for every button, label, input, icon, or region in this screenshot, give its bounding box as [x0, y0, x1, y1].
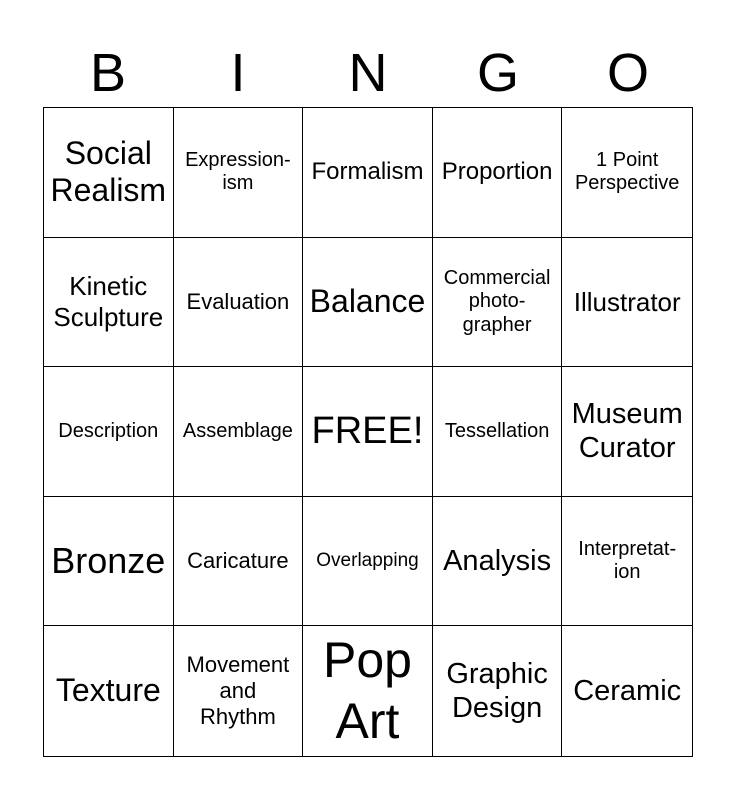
cell-label: Formalism: [311, 158, 424, 186]
bingo-cell[interactable]: [562, 238, 692, 368]
cell-label: Evaluation: [186, 288, 290, 314]
cell-label: Pop Art: [323, 632, 412, 750]
bingo-cell[interactable]: [433, 497, 563, 627]
bingo-cell[interactable]: [44, 626, 174, 756]
bingo-cell[interactable]: [174, 367, 304, 497]
bingo-cell[interactable]: [44, 367, 174, 497]
bingo-cell[interactable]: [174, 108, 304, 238]
free-space-cell[interactable]: [303, 367, 433, 497]
header-letter-b: B: [89, 43, 127, 103]
cell-label: Bronze: [51, 539, 166, 581]
bingo-cell[interactable]: [433, 626, 563, 756]
bingo-cell[interactable]: [562, 367, 692, 497]
bingo-cell[interactable]: [303, 108, 433, 238]
cell-label: Museum Curator: [571, 398, 683, 465]
bingo-cell[interactable]: [562, 626, 692, 756]
cell-label: Illustrator: [573, 286, 681, 317]
bingo-cell[interactable]: [562, 497, 692, 627]
header-letter-o: O: [606, 43, 649, 103]
free-space-label: FREE!: [311, 410, 424, 453]
bingo-cell[interactable]: [303, 238, 433, 368]
bingo-board: [43, 107, 693, 757]
bingo-cell[interactable]: [562, 108, 692, 238]
cell-label: Description: [58, 419, 159, 442]
bingo-cell[interactable]: [44, 108, 174, 238]
cell-label: Caricature: [187, 548, 289, 574]
cell-label: Social Realism: [50, 134, 167, 209]
cell-label: Graphic Design: [446, 657, 548, 725]
bingo-cell[interactable]: [44, 238, 174, 368]
cell-label: Balance: [309, 283, 426, 320]
header-letter-g: G: [476, 43, 519, 103]
bingo-header: [43, 40, 693, 106]
bingo-cell[interactable]: [433, 108, 563, 238]
bingo-cell[interactable]: [174, 497, 304, 627]
bingo-cell[interactable]: [433, 238, 563, 368]
cell-label: Interpretat- ion: [578, 537, 677, 584]
bingo-cell[interactable]: [174, 238, 304, 368]
cell-label: Assemblage: [182, 419, 293, 442]
cell-label: Analysis: [443, 544, 552, 577]
cell-label: Expression- ism: [185, 148, 291, 195]
cell-label: Proportion: [441, 158, 553, 186]
cell-label: Movement and Rhythm: [186, 652, 290, 730]
bingo-cell[interactable]: [174, 626, 304, 756]
cell-label: Commercial photo- grapher: [443, 266, 551, 336]
bingo-cell[interactable]: [303, 497, 433, 627]
cell-label: Texture: [55, 672, 161, 709]
cell-label: Ceramic: [573, 675, 682, 708]
bingo-cell[interactable]: [44, 497, 174, 627]
bingo-cell[interactable]: [433, 367, 563, 497]
header-letter-i: I: [230, 43, 246, 103]
header-letter-n: N: [348, 43, 388, 103]
bingo-cell[interactable]: [303, 626, 433, 756]
cell-label: Tessellation: [444, 419, 550, 442]
cell-label: Kinetic Sculpture: [53, 271, 164, 332]
cell-label: 1 Point Perspective: [574, 148, 680, 195]
cell-label: Overlapping: [316, 549, 419, 571]
